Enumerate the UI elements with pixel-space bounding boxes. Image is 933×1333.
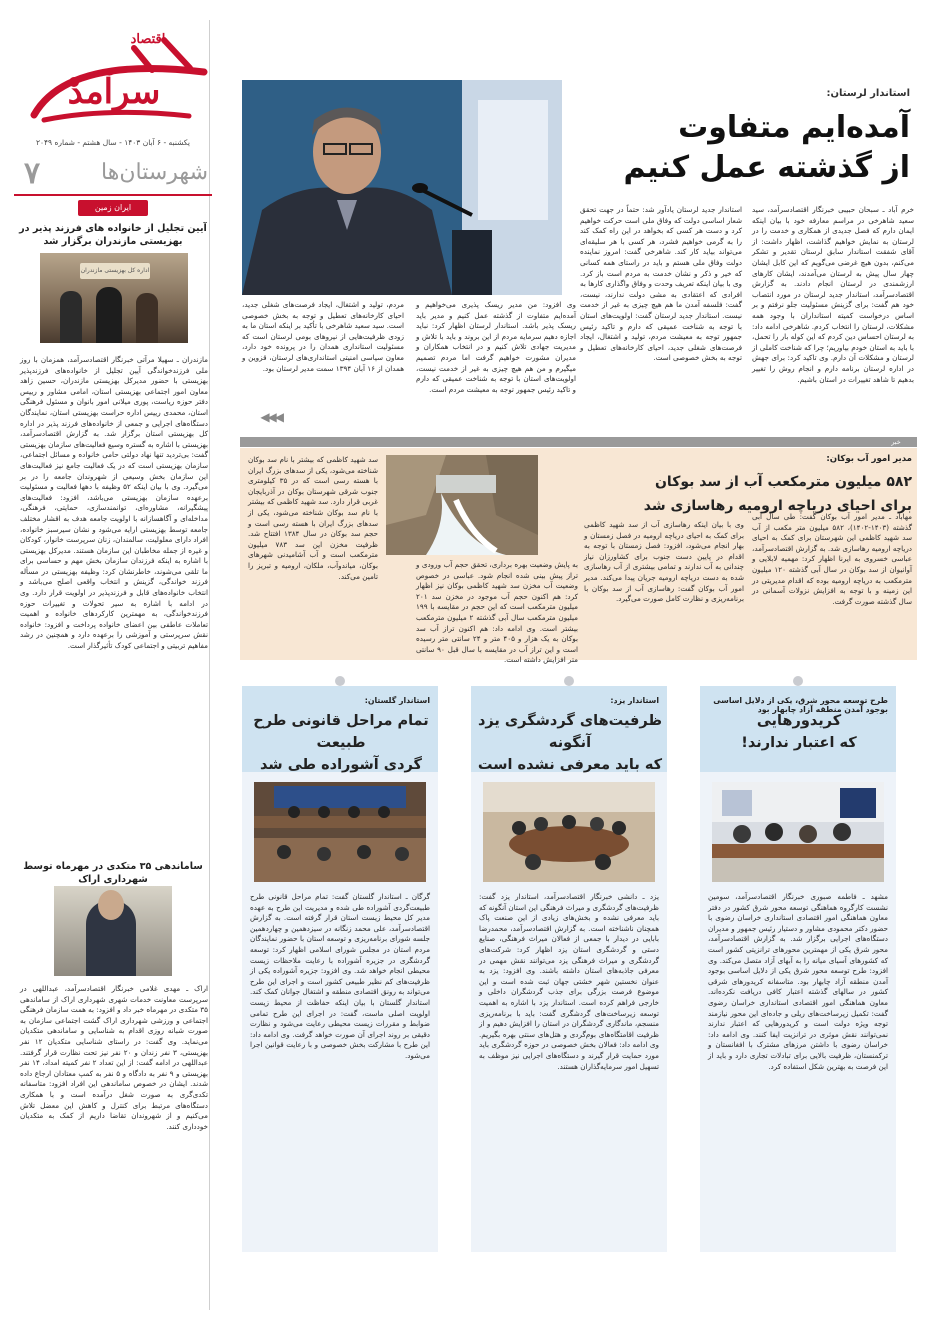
card-photo-meeting <box>254 782 426 882</box>
water-body-col-3: به پایش وضعیت بهره برداری، تحقق حجم آب ورودی و تراز پیش بینی شده انجام شود. عباسی در خصوص وضعیت آب مخزن سد شهید کاظمی بوکان نیز اظهار کرد: هم اکنون حجم آب موجود در مخزن سد ۲۰۱ میلیون مترمکعب است که این حجم در مقایسه با ۱۹۹ میلیون مترمکعب سال آبی گذشته ۲ میلیون مترمکعب بیشتر است. وی ادامه داد: هم اکنون تراز آب سد بوکان به یک هزار و ۴۰۵ متر و ۲۴ سانتی متر رسیده است و این تراز آب در مقایسه با سال قبل ۹۰ سانتی متر افزایش داشته است. <box>416 560 579 665</box>
water-title-line-1: ۵۸۲ میلیون مترمکعب آب از سد بوکان <box>654 474 912 490</box>
news-divider-label: خبر <box>891 438 901 446</box>
masthead-logo <box>14 20 212 138</box>
water-photo-dam <box>386 455 538 555</box>
card-title-line-1: کریدورهایی <box>756 713 842 729</box>
water-body-col-2: وی با بیان اینکه رهاسازی آب از سد شهید کاظمی برای کمک به احیای دریاچه ارومیه در فصل زمستان و بهار انجام می‌شود، افزود: فصل زمستان با توجه به اقدام در پایین دست جنوب برای کشاورزان نیاز چندانی به آب ندارند و تمامی بیشتری از آب رهاسازی شده به دست دریاچه ارومیه جریان پیدا می‌کند. مدیر امور آب بوکان گفت: رهاسازی آب از سد بوکان با برنامه‌ریزی و نظارت کامل صورت می‌گیرد. <box>584 520 744 604</box>
logo-sub-text: اقتصاد <box>130 32 166 47</box>
issue-line: یکشنبه - ۶ آبان ۱۴۰۳ - سال هشتم - شماره ۲۰۴۹ <box>35 138 191 147</box>
person-face <box>98 890 124 920</box>
lead-kicker: استاندار لرستان: <box>826 88 910 99</box>
section-badge: ایران زمین <box>78 200 148 216</box>
pin-icon <box>335 676 345 686</box>
left-headline-1: آیین تجلیل از خانواده های فرزند پذیر در بهزیستی مازندران برگزار شد <box>19 223 207 247</box>
section-header <box>14 156 212 196</box>
person-figure <box>96 287 122 343</box>
pin-icon <box>564 676 574 686</box>
person-figure <box>136 293 158 343</box>
card-photo-meeting <box>483 782 655 882</box>
left-photo-2 <box>54 886 172 976</box>
lead-title-line-2: از گذشته عمل کنیم <box>623 150 910 185</box>
card-header <box>242 686 438 772</box>
lead-title <box>580 108 910 188</box>
card-title-line-2: که باید معرفی نشده است <box>477 757 663 773</box>
card-title-line-1: ظرفیت‌های گردشگری یزد آنگونه <box>477 713 663 751</box>
left-article-2-body: اراک ـ مهدی غلامی خبرنگار اقتصادسرآمد، عبداللهی در سرپرست معاونت خدمات شهری شهرداری اراک از ساماندهی ۳۵ متکدی در مهرماه خبر داد و افزود: به همت سازمان فرهنگی اجتماعی و ورزشی شهرداری اراک گشت اجتماعی سازمان به صورت شبانه روزی اقدام به شناسایی و ساماندهی متکدیان می‌نماید. وی گفت: در راستای شناسایی متکدیان ۱۲ نفر بهزیستی، ۳ نفر زندان و ۲۰ نفر نیز تحت نظارت قرار گرفتند. عبداللهی در ادامه گفت: از این تعداد ۲ نفر کمیته امداد، ۱۴ نفر بهزیستی و ۹ نفر به دادگاه و ۵ نفر به کمپ معتادان ارجاع داده شدند. ایشان در خصوص ساماندهی این افراد افزود: متاسفانه تکدی‌گری به صورت شغل درآمده است و با همکاری دستگاه‌های مرتبط برای کنترل و کاهش این معضل تلاش می‌کنیم و از شهروندان تقاضا داریم از کمک به متکدیان خودداری کنند. <box>20 984 209 1131</box>
card-kicker: طرح توسعه محور شرق، یکی از دلایل اساسی بوجود آمدن منطقه آزاد چابهار بود <box>713 696 888 714</box>
card-body: گرگان ـ استاندار گلستان گفت: تمام مراحل قانونی طرح طبیعت‌گردی آشوراده طی شده و مدیریت این طرح به عهده مدیر کل محیط زیست استان قرار گرفته است. به گزارش اقتصادسرآمد، علی محمد زنگانه در سیزدهمین و چهاردهمین جلسه شورای برنامه‌ریزی و توسعه استان با حضور نمایندگان مردم استان در مجلس شورای اسلامی اظهار کرد: توسعه گردشگری در جزیره آشوراده با رعایت ملاحظات زیست محیطی انجام خواهد شد. وی افزود: جزیره آشوراده یکی از ظرفیت‌های کم نظیر طبیعی کشور است و اجرای این طرح می‌تواند به رونق اقتصادی منطقه و اشتغال جوانان کمک کند. استاندار گلستان با بیان اینکه حفاظت از محیط زیست اولویت اصلی ماست، گفت: در اجرای این طرح تمامی ضوابط و مقررات زیست محیطی رعایت می‌شود و نظارت دقیقی بر روند اجرای آن صورت خواهد گرفت. وی ادامه داد: این طرح با مشارکت بخش خصوصی و با رعایت قوانین اجرا می‌شود. <box>250 892 430 1060</box>
logo-main-text: سرآمد <box>67 72 161 112</box>
news-divider-bar <box>240 437 917 447</box>
left-article-1-body: مازندران ـ سهیلا مرآتی خبرنگار اقتصادسرآمد، همزمان با روز ملی فرزندخواندگی آیین تجلیل از خانواده‌های فرزندپذیر بهزیستی با حضور مدیرکل بهزیستی مازندران، حسین زاهد معاون امور اجتماعی بهزیستی استان، امامی مشاور و رییس دفتر حوزه ریاست، پوری میلانی امور بانوان و مسئول فرهنگی استان، محمدی رییس اداره حراست بهزیستی استان، نمایندگان دستگاه‌های اجرایی و جمعی از خانواده‌های فرزند پذیر در اداره کل بهزیستی استان برگزار شد. به گزارش اقتصادسرآمد، بهزیستی با اشاره به گستره وسیع فعالیت‌های سازمان بهزیستی گفت: بی‌تردید تنها نهاد دولتی حامی خانواده و مسائل اجتماعی، سازمان بهزیستی است که در یک فعالیت جامع نیز فعالیت‌های این سازمان بخش وسیعی از شهروندان جامعه را در بر می‌گیرد. وی با بیان اینکه ۵۲ وظیفه با دهها فعالیت و مسئولیت برعهده سازمان بهزیستی می‌باشد، افزود: فعالیت‌های پیشگیرانه، مشاوره‌ای، توانمندسازی، حمایتی، فرهنگی، مداخله‌ای و آگاهسازانه با اولویت جامعه هدف به اقشار مختلف جامعه توسط بهزیستی ارایه می‌شود و نشان سیرسبز خانواده، افراد دارای معلولیت، سالمندان، زنان سرپرست خانوار، کودکان و غیره از جمله مخاطبان این سازمان هستند. مدیرکل بهزیستی با اشاره به اینکه فرزندان سازمان بخش مهم و حساسی برای ما تلقی می‌شوند، خاطرنشان کرد: وظیفه بهزیستی در مسأله فرزند خواندگی، گزینش و انتخاب واقعی اصلح می‌باشد و انتخاب خانواده‌های قابل و فرزندپذیر در اولویت قرار دارد. وی در ادامه با اشاره به سیر تحولات و تغییرات حوزه فرزندخواندگی، به مهمترین کارکردهای خانواده و اهمیت تعاملات عاطفی بین اعضای خانواده پرداخت و افزود: خانواده نقش سرپرستی و آموزشی را برعهده دارد و همچنین در رشد مفاهیم تربیتی و اجتماعی کودک تأثیرگذار است. <box>20 355 208 651</box>
person-figure <box>60 291 82 343</box>
dam-graphic <box>386 455 538 555</box>
lead-body-col-2: استاندار جدید لرستان یادآور شد: حتماً در جهت تحقق شعار اساسی دولت که وفاق ملی است حرکت خواهیم کرد و دست هر کسی که بخواهد در این راه کمک کند را به گرمی خواهیم فشرد، هر کسی با هر سلیقه‌ای می‌تواند بیاید کار کند. شاهرخی گفت: امروز نماینده دولت وفاق ملی هستم و باید در راستای همه کسانی که خیر و ذکر و نشان خدمت به مردم است باز کرد. وی با بیان اینکه تعریف وحدت و وفاق واگذاری کارها به افرادی که اعتقادی به مشی دولت ندارند، نیست، گفت: فلسفه آمدن ما هم هیچ چیزی به غیر از خدمت نیست. استاندار جدید لرستان گفت: اولویت‌های استان با توجه به شناخت عمیقی که دارم و تاکید رئیس جمهور توجه به معیشت مردم، تولید و اشتغال، ایجاد فرصت‌های شغلی جدید، احیای کارخانه‌های تعطیل و توجه به بخش خصوصی است. <box>580 205 742 363</box>
lead-photo-graphic <box>242 80 562 295</box>
meeting-graphic <box>254 782 426 882</box>
card-title <box>706 710 892 754</box>
water-title <box>640 470 912 518</box>
page-number: ۷ <box>24 156 41 191</box>
water-kicker: مدیر امور آب بوکان: <box>826 454 912 464</box>
continue-arrows-icon: ◀◀◀ <box>260 410 282 424</box>
card-title <box>248 710 434 776</box>
lead-body-col-1: خرم آباد ـ سبحان حبیبی خبرنگار اقتصادسرآمد، سید سعید شاهرخی در مراسم معارفه خود با بیان اینکه ایمان دارم که فصل جدیدی از همکاری و خدمت را در لرستان به نمایش خواهیم گذاشت، اظهار داشت: از آقای شفقت استاندار سابق لرستان تقدیر و تشکر می‌کنم، بدون هیچ غرضی می‌گویم که این کابل ایشان چهار سال پیش به لرستان می‌آمدند، ایشان کارهای ارزشمندی در لرستان انجام دادند. به گزارش اقتصادسرآمد، استاندار جدید لرستان در مورد انتصاب خود هم گفت: برای گزینش مسئولیت جلو نرفتم و بر اساس درخواست کمیته استانداران با وجود همه مشکلات، لرستان را انتخاب کردم. شاهرخی ادامه داد: به لرستان احساس دین کردم که این کوله بار را تحمل، با باید به استان خودم بیاوریم؛ چرا که شناخت کاملی از لرستان و مشکلات آن دارم. وی تاکید کرد: برای جهش در اداره لرستان برنامه دارم و انجام روش را تغییر بدهیم تا شاهد تغییرات در استان باشیم. <box>752 205 914 384</box>
card-yazd-tourism <box>471 686 667 1252</box>
card-body: یزد ـ دانشی خبرنگار اقتصادسرآمد، استاندار یزد گفت: ظرفیت‌های گردشگری و میراث فرهنگی این استان آنگونه که باید معرفی نشده و بخش‌های زیادی از این صنعت پاک همچنان ناشناخته است. به گزارش اقتصادسرآمد، محمدرضا بابایی در دیدار با جمعی از فعالان میراث فرهنگی، صنایع دستی و گردشگری استان یزد اظهار کرد: شرکت‌های گردشگری و میراث فرهنگی یزد می‌توانند نقش مهمی در معرفی جاذبه‌های استان داشته باشند. وی افزود: یزد به عنوان نخستین شهر خشتی جهان ثبت شده است و این موضوع فرصت بزرگی برای جذب گردشگران داخلی و خارجی فراهم کرده است. استاندار یزد با اشاره به اهمیت توسعه زیرساخت‌های گردشگری گفت: باید با برنامه‌ریزی منسجم، ماندگاری گردشگران در استان را افزایش دهیم و از ظرفیت اقامتگاه‌های بوم‌گردی و هتل‌های سنتی بهره بگیریم. وی ادامه داد: فعالان بخش خصوصی در حوزه گردشگری باید مورد حمایت قرار گیرند و دستگاه‌های اجرایی نیز موظف به تسهیل امور سرمایه‌گذاران هستند. <box>479 892 659 1071</box>
card-mashhad-corridors <box>700 686 896 1252</box>
lead-body-col-4: مردم، تولید و اشتغال، ایجاد فرصت‌های شغلی جدید، احیای کارخانه‌های تعطیل و توجه به بخش خصوصی است. سید سعید شاهرخی با تأکید بر اینکه استان ما به زودی ظرفیت‌هایی از نیروهای بومی لرستان است که مسئولیت استانداری همدان را در پرونده خود دارد، معاون سیاسی امنیتی استانداری‌های لرستان، قزوین و همدان از ۱۶ آبان ۱۳۹۴ سمت مدیر لرستان بود. <box>242 300 404 373</box>
water-body-col-4: سد شهید کاظمی که بیشتر با نام سد بوکان شناخته می‌شود، یکی از سدهای بزرگ ایران با هسته رسی است که در ۳۵ کیلومتری جنوب شرقی شهرستان بوکان در آذربایجان غربی قرار دارد. سد شهید کاظمی که بیشتر با نام سد بوکان شناخته می‌شود، یکی از سدهای بزرگ ایران با هسته رسی است و حجم سد بوکان در سال ۱۳۸۴ افتتاح شد. ظرفیت مخزن این سد ۷۸۳ میلیون مترمکعب است و آب آشامیدنی شهرهای بوکان، میاندوآب، ملکان، ارومیه و تبریز را تامین می‌کند. <box>248 455 379 581</box>
lead-body-col-3: وی افزود: من مدیر ریسک پذیری می‌خواهیم و آمده‌ایم متفاوت از گذشته عمل کنیم و مدیر باید ریسک پذیر باشد. استاندار لرستان اظهار کرد: نباید اجازه دهیم سرمایه مردم از این بروند و باید با تلاش و مدیریت جهادی تلاش کنیم و در انتخاب همکاران و مدیران مشورت خواهیم گرفت اما مردم تصمیم میگیرم و من هم هیچ چیزی به غیر از خدمت نیست، اولویت‌های استان با توجه به شناخت عمیقی که دارم و تاکید رئیس جمهور توجه به معیشت مردم است. <box>416 300 576 394</box>
lead-title-line-1: آمده‌ایم متفاوت <box>678 110 910 145</box>
left-headline-2: ساماندهی ۳۵ متکدی در مهرماه توسط شهرداری اراک <box>23 861 203 885</box>
water-title-line-2: برای احیای دریاچه ارومیه رهاسازی شد <box>643 498 912 514</box>
water-body-col-1: مهاباد ـ مدیر امور آب بوکان گفت: طی سال آبی گذشته (۱۴۰۳-۱۴۰۲)، ۵۸۲ میلیون متر مکعب از آب سد شهید کاظمی این شهرستان برای کمک به احیای دریاچه ارومیه رهاسازی شد. به گزارش اقتصادسرآمد، عباسی خسروی به ایرنا اظهار کرد: مهمیه لابلایی و آوانیوان از سد بوکان در سال آبی گذشته ۱۲۰ میلیون مترمکعب به دریاچه ارومیه بوده که اقدام مدیریتی در این زمینه و با توجه به افزایش نزولات آسمانی در سال گذشته صورت گرفت. <box>752 512 912 606</box>
card-golestan-ashuradeh <box>242 686 438 1252</box>
card-body: مشهد ـ فاطمه صبوری خبرنگار اقتصادسرآمد، سومین نشست کارگروه هماهنگی توسعه محور شرق کشور در دفتر معاون هماهنگی امور اقتصادی استانداری خراسان رضوی با حضور دکتر محمودی مشاور و دستیار رئیس جمهور و مدیران دستگاه‌های اجرایی برگزار شد. به گزارش اقتصادسرآمد، محور شرق یکی از مهمترین محورهای ترانزیتی کشور است که کشورهای آسیای میانه را به آبهای آزاد متصل می‌کند. وی افزود: طرح توسعه محور شرق یکی از دلایل اساسی بوجود آمدن منطقه آزاد چابهار بود. متاسفانه کریدورهای شرقی کشور در سالهای گذشته اعتبار کافی دریافت نکرده‌اند. معاون هماهنگی امور اقتصادی استانداری خراسان رضوی گفت: تکمیل زیرساخت‌های ریلی و جاده‌ای این محور نیازمند توجه ویژه دولت است و کریدورهایی که اعتبار ندارند نمی‌توانند نقش موثری در ترانزیت ایفا کنند. وی ادامه داد: خراسان رضوی با داشتن مرزهای مشترک با افغانستان و ترکمنستان، ظرفیت بالایی برای تبادلات تجاری دارد و باید از این فرصت به بهترین شکل استفاده کرد. <box>708 892 888 1071</box>
pin-icon <box>793 676 803 686</box>
card-header <box>471 686 667 772</box>
lead-photo <box>242 80 562 295</box>
left-column <box>14 20 212 1320</box>
meeting-graphic <box>483 782 655 882</box>
card-title-line-1: تمام مراحل قانونی طرح طبیعت <box>253 713 429 751</box>
photo-banner-text: اداره کل بهزیستی مازندران <box>80 263 150 279</box>
meeting-graphic <box>712 782 884 882</box>
card-header <box>700 686 896 772</box>
card-kicker: استاندار گلستان: <box>364 696 430 705</box>
card-photo-meeting <box>712 782 884 882</box>
card-kicker: استاندار یزد: <box>610 696 659 705</box>
section-title: شهرستان‌ها <box>101 160 208 185</box>
card-title-line-2: که اعتبار ندارند! <box>741 735 857 751</box>
left-photo-1 <box>40 253 188 343</box>
card-title-line-2: گردی آشوراده طی شد <box>260 757 422 773</box>
card-title <box>477 710 663 776</box>
